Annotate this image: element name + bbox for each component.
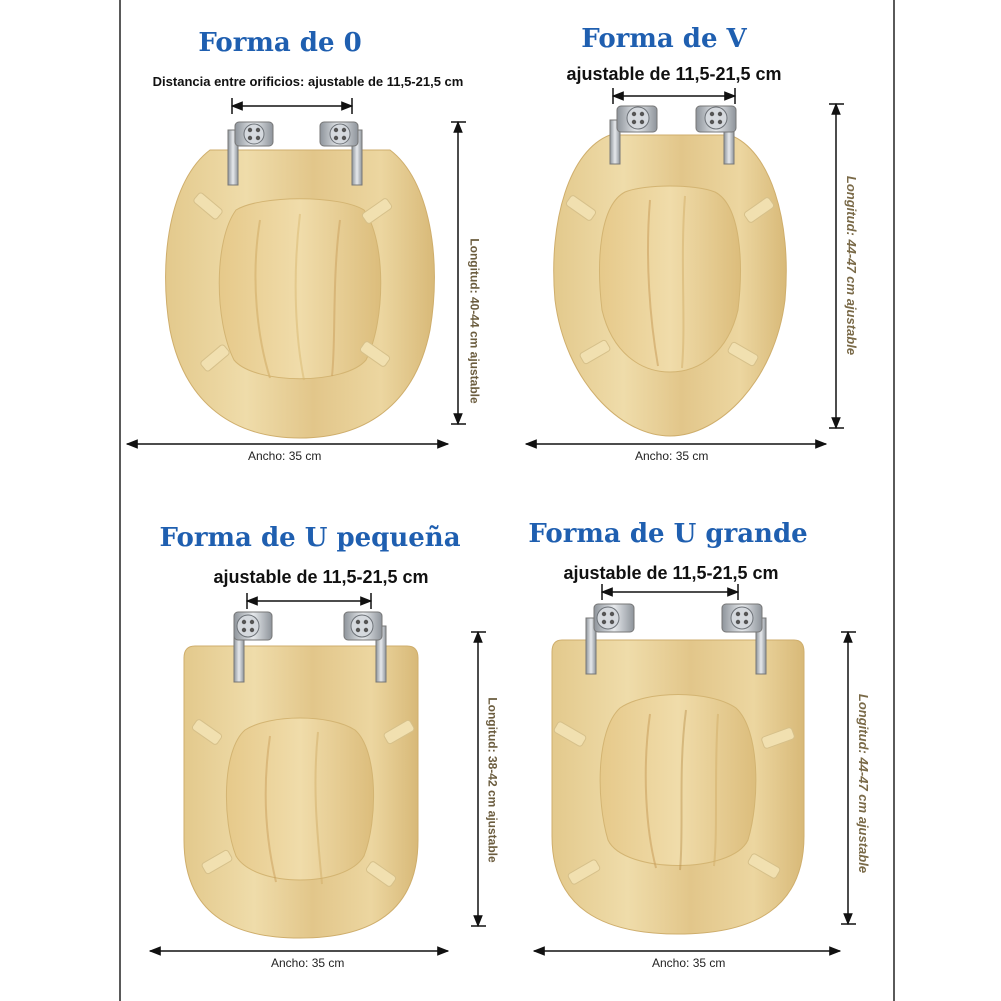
panel-title: Forma de U pequeña — [159, 523, 461, 553]
panel-title: Forma de 0 — [198, 28, 362, 58]
hole-distance-label: ajustable de 11,5-21,5 cm — [213, 567, 429, 587]
width-label: Ancho: 35 cm — [652, 956, 726, 970]
length-label: Longitud: 44-47 cm ajustable — [844, 175, 860, 356]
length-label: Longitud: 38-42 cm ajustable — [485, 697, 500, 863]
width-label: Ancho: 35 cm — [248, 449, 322, 463]
panel-large-u-shape — [500, 500, 1000, 1000]
panel-title: Forma de U grande — [528, 519, 808, 549]
large-u-shape-seat-illustration — [500, 500, 1000, 1000]
v-shape-seat-illustration — [500, 0, 1000, 500]
panel-title: Forma de V — [581, 24, 747, 54]
hole-distance-label: Distancia entre orificios: ajustable de 11,5-21,5 cm — [152, 74, 464, 89]
width-label: Ancho: 35 cm — [635, 449, 709, 463]
hole-distance-label: ajustable de 11,5-21,5 cm — [563, 563, 779, 583]
length-label: Longitud: 44-47 cm ajustable — [856, 693, 872, 874]
hole-distance-label: ajustable de 11,5-21,5 cm — [566, 64, 782, 84]
width-label: Ancho: 35 cm — [271, 956, 345, 970]
panel-v-shape — [500, 0, 1000, 500]
length-label: Longitud: 40-44 cm ajustable — [467, 238, 482, 404]
